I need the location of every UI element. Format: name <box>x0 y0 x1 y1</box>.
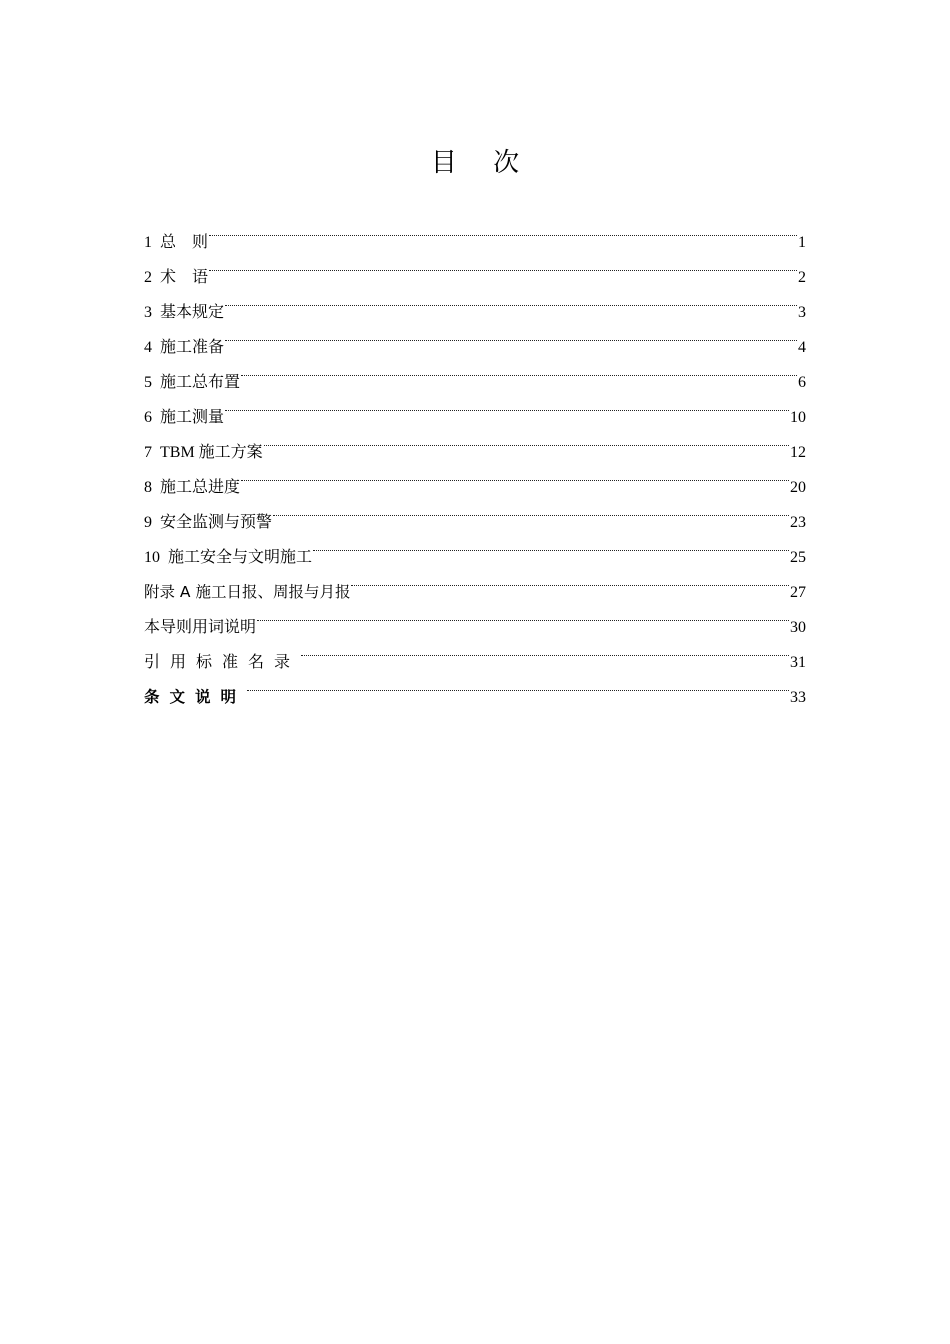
toc-entry-label: 施工测量 <box>160 409 225 426</box>
table-of-contents <box>144 212 806 706</box>
toc-entry-number: 10 <box>144 549 160 566</box>
dot-leader <box>208 247 798 282</box>
dot-leader <box>224 317 798 352</box>
toc-entry-page: 2 <box>798 269 806 286</box>
toc-entry-label: 施工总进度 <box>160 479 241 496</box>
dot-leader <box>208 212 798 247</box>
dot-leader <box>312 527 790 562</box>
toc-entry-page: 30 <box>790 619 806 636</box>
toc-entry-1[interactable] <box>144 212 806 251</box>
toc-entry-label: 总 则 <box>160 234 209 251</box>
toc-entry-number: 1 <box>144 234 152 251</box>
toc-entry-number: 6 <box>144 409 152 426</box>
toc-entry-page: 12 <box>790 444 806 461</box>
toc-entry-6[interactable] <box>144 387 806 426</box>
toc-entry-9[interactable] <box>144 492 806 531</box>
dot-leader <box>300 632 790 667</box>
dot-leader <box>263 422 790 457</box>
toc-entry-2[interactable] <box>144 247 806 286</box>
toc-entry-label: 术 语 <box>160 269 209 286</box>
toc-entry-number: 9 <box>144 514 152 531</box>
toc-entry-page: 33 <box>790 689 806 706</box>
toc-entry-page: 25 <box>790 549 806 566</box>
toc-title: 目 次 <box>430 148 534 178</box>
toc-entry-label: 附录 A 施工日报、周报与月报 <box>144 583 351 601</box>
toc-entry-page: 4 <box>798 339 806 356</box>
toc-entry-page: 27 <box>790 584 806 601</box>
toc-entry-4[interactable] <box>144 317 806 356</box>
dot-leader <box>224 282 798 317</box>
toc-entry-label: 引用标准名录 <box>144 654 301 671</box>
toc-entry-label: 本导则用词说明 <box>144 619 257 636</box>
toc-entry-page: 6 <box>798 374 806 391</box>
toc-entry-3[interactable] <box>144 282 806 321</box>
toc-entry-label: 施工安全与文明施工 <box>168 549 313 566</box>
toc-entry-page: 23 <box>790 514 806 531</box>
dot-leader <box>246 667 790 702</box>
dot-leader <box>256 597 790 632</box>
toc-entry-number: 4 <box>144 339 152 356</box>
toc-entry-8[interactable] <box>144 457 806 496</box>
toc-entry-label: 施工准备 <box>160 339 225 356</box>
toc-entry-label: 条文说明 <box>144 688 247 706</box>
dot-leader <box>350 562 790 597</box>
toc-entry-5[interactable] <box>144 352 806 391</box>
toc-entry-7[interactable] <box>144 422 806 461</box>
toc-entry-number: 2 <box>144 269 152 286</box>
toc-entry-label: TBM 施工方案 <box>160 444 263 461</box>
toc-entry-page: 10 <box>790 409 806 426</box>
toc-entry-number: 5 <box>144 374 152 391</box>
toc-entry-page: 3 <box>798 304 806 321</box>
toc-entry-label: 施工总布置 <box>160 374 241 391</box>
toc-entry-page: 1 <box>798 234 806 251</box>
toc-entry-page: 20 <box>790 479 806 496</box>
dot-leader <box>240 352 798 387</box>
toc-entry-label: 安全监测与预警 <box>160 514 273 531</box>
dot-leader <box>240 457 790 492</box>
toc-entry-label: 基本规定 <box>160 304 225 321</box>
toc-entry-page: 31 <box>790 654 806 671</box>
dot-leader <box>272 492 790 527</box>
dot-leader <box>224 387 790 422</box>
toc-entry-number: 7 <box>144 444 152 461</box>
toc-entry-number: 3 <box>144 304 152 321</box>
toc-entry-number: 8 <box>144 479 152 496</box>
